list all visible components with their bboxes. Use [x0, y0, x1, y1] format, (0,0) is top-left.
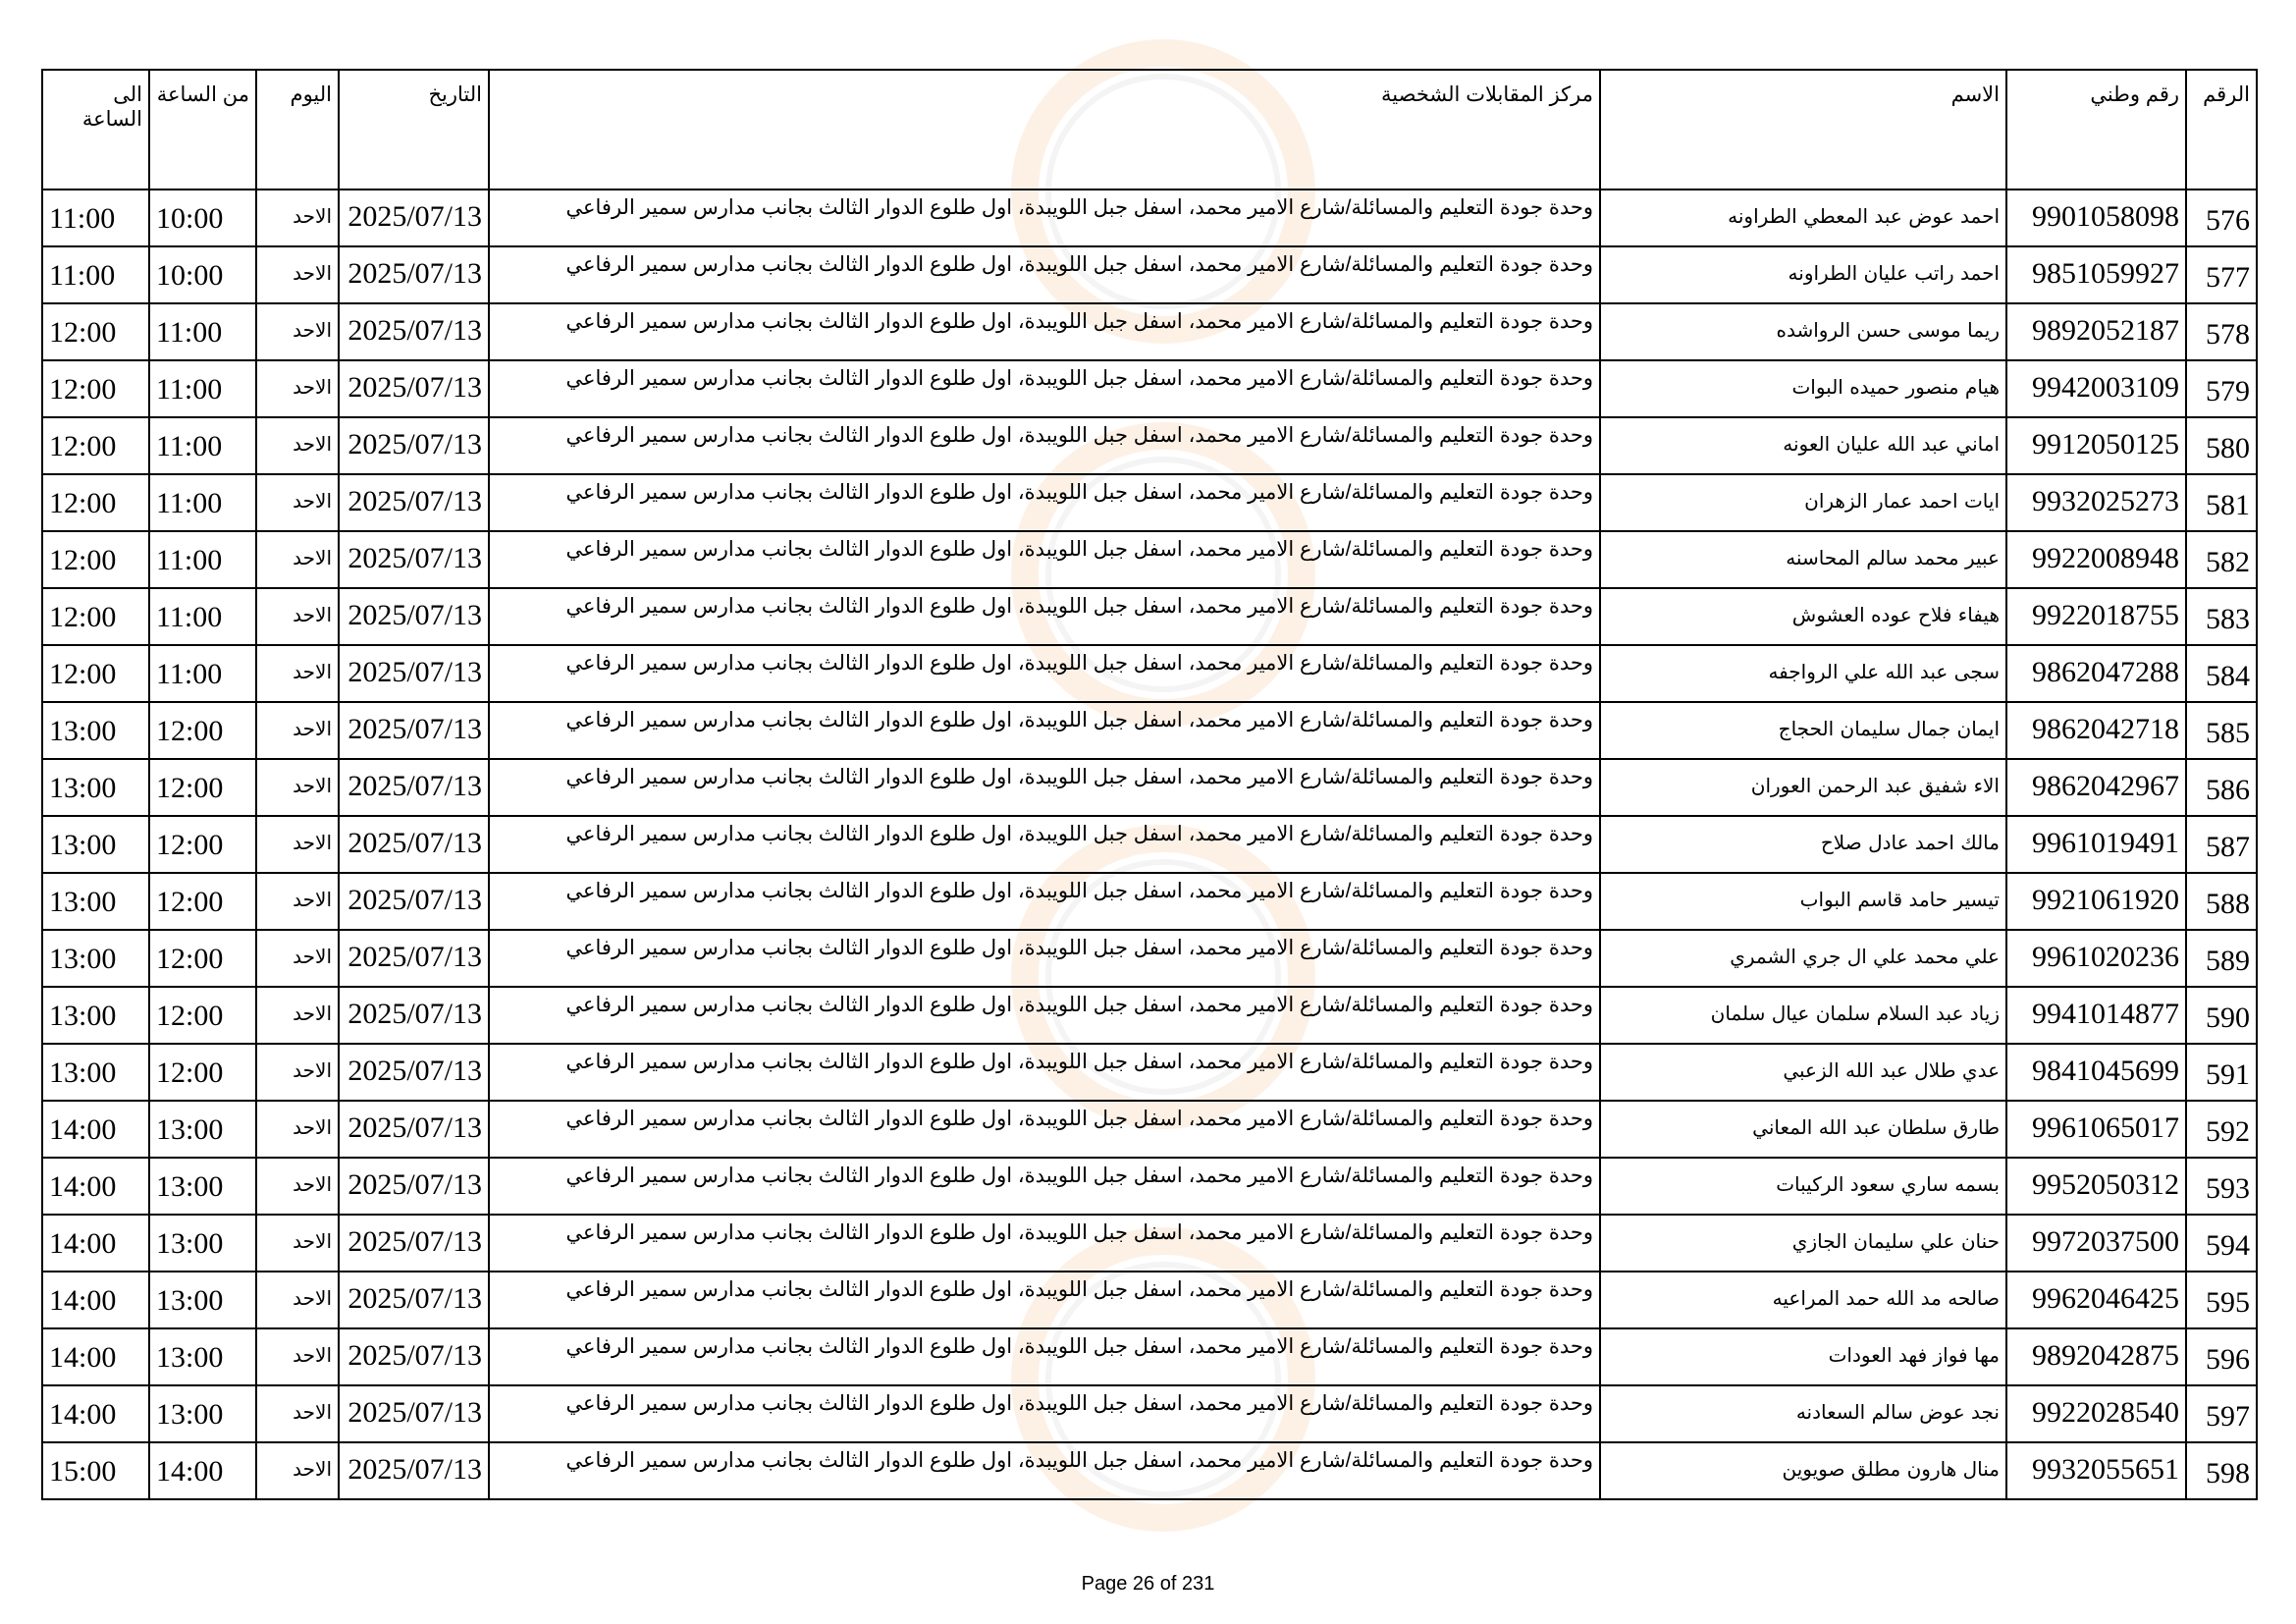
interview-day-cell: الاحد [256, 303, 339, 360]
national-id-cell: 9932025273 [2006, 474, 2186, 531]
time-to-cell: 12:00 [42, 588, 149, 645]
applicant-name-cell: طارق سلطان عبد الله المعاني [1600, 1101, 2006, 1158]
table-row [42, 360, 2257, 417]
table-row [42, 873, 2257, 930]
national-id-cell: 9862042718 [2006, 702, 2186, 759]
time-to-cell: 12:00 [42, 417, 149, 474]
table-row [42, 759, 2257, 816]
table-row [42, 303, 2257, 360]
interview-date-cell: 2025/07/13 [339, 987, 489, 1044]
row-index-cell: 596 [2186, 1328, 2257, 1385]
interview-date-cell: 2025/07/13 [339, 1044, 489, 1101]
table-row [42, 1385, 2257, 1442]
applicant-name-cell: ايات احمد عمار الزهران [1600, 474, 2006, 531]
interview-date-cell: 2025/07/13 [339, 531, 489, 588]
applicant-name-cell: هيفاء فلاح عوده العشوش [1600, 588, 2006, 645]
interview-schedule-table [41, 69, 2258, 1500]
interview-day-cell: الاحد [256, 588, 339, 645]
row-index-cell: 598 [2186, 1442, 2257, 1499]
interview-day-cell: الاحد [256, 474, 339, 531]
table-row [42, 417, 2257, 474]
interview-center-cell: وحدة جودة التعليم والمسائلة/شارع الامير محمد، اسفل جبل اللويبدة، اول طلوع الدوار الثالث بجانب مدارس سمير الرفاعي [489, 360, 1600, 417]
applicant-name-cell: احمد عوض عبد المعطي الطراونه [1600, 189, 2006, 246]
interview-date-cell: 2025/07/13 [339, 645, 489, 702]
national-id-cell: 9941014877 [2006, 987, 2186, 1044]
table-row [42, 1328, 2257, 1385]
applicant-name-cell: بسمه ساري سعود الركيبات [1600, 1158, 2006, 1215]
row-index-cell: 580 [2186, 417, 2257, 474]
interview-date-cell: 2025/07/13 [339, 1215, 489, 1272]
row-index-cell: 588 [2186, 873, 2257, 930]
interview-day-cell: الاحد [256, 1385, 339, 1442]
time-to-cell: 13:00 [42, 873, 149, 930]
interview-date-cell: 2025/07/13 [339, 1158, 489, 1215]
national-id-cell: 9952050312 [2006, 1158, 2186, 1215]
row-index-cell: 590 [2186, 987, 2257, 1044]
time-to-cell: 14:00 [42, 1328, 149, 1385]
interview-center-cell: وحدة جودة التعليم والمسائلة/شارع الامير محمد، اسفل جبل اللويبدة، اول طلوع الدوار الثالث بجانب مدارس سمير الرفاعي [489, 1442, 1600, 1499]
time-to-cell: 15:00 [42, 1442, 149, 1499]
row-index-cell: 576 [2186, 189, 2257, 246]
interview-center-cell: وحدة جودة التعليم والمسائلة/شارع الامير محمد، اسفل جبل اللويبدة، اول طلوع الدوار الثالث بجانب مدارس سمير الرفاعي [489, 1101, 1600, 1158]
table-row [42, 645, 2257, 702]
interview-center-cell: وحدة جودة التعليم والمسائلة/شارع الامير محمد، اسفل جبل اللويبدة، اول طلوع الدوار الثالث بجانب مدارس سمير الرفاعي [489, 1158, 1600, 1215]
interview-day-cell: الاحد [256, 873, 339, 930]
interview-day-cell: الاحد [256, 1044, 339, 1101]
interview-center-cell: وحدة جودة التعليم والمسائلة/شارع الامير محمد، اسفل جبل اللويبدة، اول طلوع الدوار الثالث بجانب مدارس سمير الرفاعي [489, 303, 1600, 360]
interview-center-cell: وحدة جودة التعليم والمسائلة/شارع الامير محمد، اسفل جبل اللويبدة، اول طلوع الدوار الثالث بجانب مدارس سمير الرفاعي [489, 987, 1600, 1044]
time-to-cell: 11:00 [42, 189, 149, 246]
interview-date-cell: 2025/07/13 [339, 417, 489, 474]
interview-date-cell: 2025/07/13 [339, 588, 489, 645]
interview-center-cell: وحدة جودة التعليم والمسائلة/شارع الامير محمد، اسفل جبل اللويبدة، اول طلوع الدوار الثالث بجانب مدارس سمير الرفاعي [489, 417, 1600, 474]
interview-day-cell: الاحد [256, 1328, 339, 1385]
national-id-cell: 9922018755 [2006, 588, 2186, 645]
time-from-cell: 11:00 [149, 417, 256, 474]
national-id-cell: 9862047288 [2006, 645, 2186, 702]
interview-center-cell: وحدة جودة التعليم والمسائلة/شارع الامير محمد، اسفل جبل اللويبدة، اول طلوع الدوار الثالث بجانب مدارس سمير الرفاعي [489, 588, 1600, 645]
interview-center-cell: وحدة جودة التعليم والمسائلة/شارع الامير محمد، اسفل جبل اللويبدة، اول طلوع الدوار الثالث بجانب مدارس سمير الرفاعي [489, 246, 1600, 303]
row-index-cell: 579 [2186, 360, 2257, 417]
national-id-cell: 9851059927 [2006, 246, 2186, 303]
interview-date-cell: 2025/07/13 [339, 702, 489, 759]
time-to-cell: 12:00 [42, 360, 149, 417]
time-from-cell: 11:00 [149, 588, 256, 645]
interview-date-cell: 2025/07/13 [339, 189, 489, 246]
row-index-cell: 592 [2186, 1101, 2257, 1158]
national-id-cell: 9922028540 [2006, 1385, 2186, 1442]
time-from-cell: 12:00 [149, 759, 256, 816]
time-to-cell: 13:00 [42, 987, 149, 1044]
interview-center-cell: وحدة جودة التعليم والمسائلة/شارع الامير محمد، اسفل جبل اللويبدة، اول طلوع الدوار الثالث بجانب مدارس سمير الرفاعي [489, 873, 1600, 930]
interview-day-cell: الاحد [256, 1158, 339, 1215]
table-row [42, 189, 2257, 246]
applicant-name-cell: مها فواز فهد العودات [1600, 1328, 2006, 1385]
interview-date-cell: 2025/07/13 [339, 246, 489, 303]
time-from-cell: 11:00 [149, 303, 256, 360]
applicant-name-cell: الاء شفيق عبد الرحمن العوران [1600, 759, 2006, 816]
time-from-cell: 12:00 [149, 873, 256, 930]
applicant-name-cell: مالك احمد عادل صلاح [1600, 816, 2006, 873]
interview-day-cell: الاحد [256, 531, 339, 588]
row-index-cell: 597 [2186, 1385, 2257, 1442]
row-index-cell: 593 [2186, 1158, 2257, 1215]
time-to-cell: 12:00 [42, 531, 149, 588]
applicant-name-cell: نجد عوض سالم السعادنه [1600, 1385, 2006, 1442]
applicant-name-cell: عبير محمد سالم المحاسنه [1600, 531, 2006, 588]
interview-day-cell: الاحد [256, 189, 339, 246]
header-row [42, 70, 2257, 189]
applicant-name-cell: تيسير حامد قاسم البواب [1600, 873, 2006, 930]
interview-center-cell: وحدة جودة التعليم والمسائلة/شارع الامير محمد، اسفل جبل اللويبدة، اول طلوع الدوار الثالث بجانب مدارس سمير الرفاعي [489, 1385, 1600, 1442]
time-to-cell: 12:00 [42, 645, 149, 702]
header-day: اليوم [256, 70, 339, 189]
row-index-cell: 589 [2186, 930, 2257, 987]
time-to-cell: 13:00 [42, 930, 149, 987]
time-to-cell: 14:00 [42, 1158, 149, 1215]
header-national-id: رقم وطني [2006, 70, 2186, 189]
time-from-cell: 11:00 [149, 531, 256, 588]
applicant-name-cell: زياد عبد السلام سلمان عيال سلمان [1600, 987, 2006, 1044]
time-to-cell: 14:00 [42, 1101, 149, 1158]
interview-center-cell: وحدة جودة التعليم والمسائلة/شارع الامير محمد، اسفل جبل اللويبدة، اول طلوع الدوار الثالث بجانب مدارس سمير الرفاعي [489, 531, 1600, 588]
national-id-cell: 9862042967 [2006, 759, 2186, 816]
national-id-cell: 9921061920 [2006, 873, 2186, 930]
row-index-cell: 577 [2186, 246, 2257, 303]
interview-center-cell: وحدة جودة التعليم والمسائلة/شارع الامير محمد، اسفل جبل اللويبدة، اول طلوع الدوار الثالث بجانب مدارس سمير الرفاعي [489, 930, 1600, 987]
time-to-cell: 13:00 [42, 702, 149, 759]
interview-center-cell: وحدة جودة التعليم والمسائلة/شارع الامير محمد، اسفل جبل اللويبدة، اول طلوع الدوار الثالث بجانب مدارس سمير الرفاعي [489, 759, 1600, 816]
interview-date-cell: 2025/07/13 [339, 1328, 489, 1385]
table-row [42, 1215, 2257, 1272]
time-to-cell: 13:00 [42, 1044, 149, 1101]
table-row [42, 531, 2257, 588]
header-index: الرقم [2186, 70, 2257, 189]
applicant-name-cell: سجى عبد الله علي الرواجفه [1600, 645, 2006, 702]
time-from-cell: 12:00 [149, 930, 256, 987]
row-index-cell: 594 [2186, 1215, 2257, 1272]
time-from-cell: 13:00 [149, 1385, 256, 1442]
interview-center-cell: وحدة جودة التعليم والمسائلة/شارع الامير محمد، اسفل جبل اللويبدة، اول طلوع الدوار الثالث بجانب مدارس سمير الرفاعي [489, 645, 1600, 702]
table-row [42, 246, 2257, 303]
time-from-cell: 11:00 [149, 360, 256, 417]
interview-date-cell: 2025/07/13 [339, 303, 489, 360]
applicant-name-cell: صالحه مد الله حمد المراعيه [1600, 1272, 2006, 1328]
applicant-name-cell: ريما موسى حسن الرواشده [1600, 303, 2006, 360]
interview-date-cell: 2025/07/13 [339, 1385, 489, 1442]
applicant-name-cell: ايمان جمال سليمان الحجاج [1600, 702, 2006, 759]
row-index-cell: 582 [2186, 531, 2257, 588]
time-from-cell: 11:00 [149, 645, 256, 702]
applicant-name-cell: حنان علي سليمان الجازي [1600, 1215, 2006, 1272]
time-from-cell: 14:00 [149, 1442, 256, 1499]
interview-center-cell: وحدة جودة التعليم والمسائلة/شارع الامير محمد، اسفل جبل اللويبدة، اول طلوع الدوار الثالث بجانب مدارس سمير الرفاعي [489, 702, 1600, 759]
time-to-cell: 12:00 [42, 303, 149, 360]
interview-day-cell: الاحد [256, 759, 339, 816]
interview-day-cell: الاحد [256, 1442, 339, 1499]
page-number: Page 26 of 231 [1081, 1573, 1215, 1595]
row-index-cell: 586 [2186, 759, 2257, 816]
applicant-name-cell: اماني عبد الله عليان العونه [1600, 417, 2006, 474]
header-date: التاريخ [339, 70, 489, 189]
time-from-cell: 12:00 [149, 702, 256, 759]
interview-date-cell: 2025/07/13 [339, 360, 489, 417]
interview-day-cell: الاحد [256, 645, 339, 702]
time-from-cell: 13:00 [149, 1158, 256, 1215]
table-row [42, 702, 2257, 759]
applicant-name-cell: هيام منصور حميده البوات [1600, 360, 2006, 417]
national-id-cell: 9901058098 [2006, 189, 2186, 246]
header-name: الاسم [1600, 70, 2006, 189]
interview-date-cell: 2025/07/13 [339, 1272, 489, 1328]
national-id-cell: 9892052187 [2006, 303, 2186, 360]
national-id-cell: 9962046425 [2006, 1272, 2186, 1328]
interview-center-cell: وحدة جودة التعليم والمسائلة/شارع الامير محمد، اسفل جبل اللويبدة، اول طلوع الدوار الثالث بجانب مدارس سمير الرفاعي [489, 1328, 1600, 1385]
interview-date-cell: 2025/07/13 [339, 759, 489, 816]
interview-date-cell: 2025/07/13 [339, 1442, 489, 1499]
time-to-cell: 13:00 [42, 759, 149, 816]
interview-day-cell: الاحد [256, 987, 339, 1044]
interview-day-cell: الاحد [256, 246, 339, 303]
row-index-cell: 595 [2186, 1272, 2257, 1328]
row-index-cell: 578 [2186, 303, 2257, 360]
header-center: مركز المقابلات الشخصية [489, 70, 1600, 189]
time-from-cell: 13:00 [149, 1101, 256, 1158]
time-from-cell: 12:00 [149, 816, 256, 873]
interview-day-cell: الاحد [256, 702, 339, 759]
time-to-cell: 11:00 [42, 246, 149, 303]
table-row [42, 1158, 2257, 1215]
time-to-cell: 14:00 [42, 1215, 149, 1272]
applicant-name-cell: علي محمد علي ال جري الشمري [1600, 930, 2006, 987]
interview-center-cell: وحدة جودة التعليم والمسائلة/شارع الامير محمد، اسفل جبل اللويبدة، اول طلوع الدوار الثالث بجانب مدارس سمير الرفاعي [489, 816, 1600, 873]
table-body [42, 189, 2257, 1499]
interview-day-cell: الاحد [256, 360, 339, 417]
row-index-cell: 581 [2186, 474, 2257, 531]
time-from-cell: 12:00 [149, 987, 256, 1044]
interview-center-cell: وحدة جودة التعليم والمسائلة/شارع الامير محمد، اسفل جبل اللويبدة، اول طلوع الدوار الثالث بجانب مدارس سمير الرفاعي [489, 1272, 1600, 1328]
interview-date-cell: 2025/07/13 [339, 930, 489, 987]
table-row [42, 1272, 2257, 1328]
interview-center-cell: وحدة جودة التعليم والمسائلة/شارع الامير محمد، اسفل جبل اللويبدة، اول طلوع الدوار الثالث بجانب مدارس سمير الرفاعي [489, 1044, 1600, 1101]
interview-date-cell: 2025/07/13 [339, 873, 489, 930]
time-from-cell: 10:00 [149, 246, 256, 303]
time-from-cell: 11:00 [149, 474, 256, 531]
national-id-cell: 9922008948 [2006, 531, 2186, 588]
header-to: الى الساعة [42, 70, 149, 189]
applicant-name-cell: احمد راتب عليان الطراونه [1600, 246, 2006, 303]
table-row [42, 474, 2257, 531]
interview-day-cell: الاحد [256, 417, 339, 474]
time-from-cell: 13:00 [149, 1215, 256, 1272]
table-row [42, 816, 2257, 873]
applicant-name-cell: منال هارون مطلق صويوين [1600, 1442, 2006, 1499]
time-to-cell: 13:00 [42, 816, 149, 873]
interview-center-cell: وحدة جودة التعليم والمسائلة/شارع الامير محمد، اسفل جبل اللويبدة، اول طلوع الدوار الثالث بجانب مدارس سمير الرفاعي [489, 474, 1600, 531]
national-id-cell: 9961019491 [2006, 816, 2186, 873]
table-row [42, 987, 2257, 1044]
header-from: من الساعة [149, 70, 256, 189]
time-from-cell: 12:00 [149, 1044, 256, 1101]
row-index-cell: 583 [2186, 588, 2257, 645]
national-id-cell: 9972037500 [2006, 1215, 2186, 1272]
national-id-cell: 9912050125 [2006, 417, 2186, 474]
interview-center-cell: وحدة جودة التعليم والمسائلة/شارع الامير محمد، اسفل جبل اللويبدة، اول طلوع الدوار الثالث بجانب مدارس سمير الرفاعي [489, 1215, 1600, 1272]
time-to-cell: 14:00 [42, 1272, 149, 1328]
row-index-cell: 585 [2186, 702, 2257, 759]
interview-date-cell: 2025/07/13 [339, 1101, 489, 1158]
table-row [42, 588, 2257, 645]
table-row [42, 1044, 2257, 1101]
time-from-cell: 10:00 [149, 189, 256, 246]
national-id-cell: 9961065017 [2006, 1101, 2186, 1158]
interview-day-cell: الاحد [256, 930, 339, 987]
interview-day-cell: الاحد [256, 1101, 339, 1158]
national-id-cell: 9932055651 [2006, 1442, 2186, 1499]
national-id-cell: 9961020236 [2006, 930, 2186, 987]
table-row [42, 1442, 2257, 1499]
row-index-cell: 584 [2186, 645, 2257, 702]
national-id-cell: 9841045699 [2006, 1044, 2186, 1101]
interview-date-cell: 2025/07/13 [339, 474, 489, 531]
national-id-cell: 9942003109 [2006, 360, 2186, 417]
interview-day-cell: الاحد [256, 1272, 339, 1328]
interview-center-cell: وحدة جودة التعليم والمسائلة/شارع الامير محمد، اسفل جبل اللويبدة، اول طلوع الدوار الثالث بجانب مدارس سمير الرفاعي [489, 189, 1600, 246]
applicant-name-cell: عدي طلال عبد الله الزعبي [1600, 1044, 2006, 1101]
interview-day-cell: الاحد [256, 816, 339, 873]
interview-date-cell: 2025/07/13 [339, 816, 489, 873]
table-row [42, 930, 2257, 987]
time-to-cell: 14:00 [42, 1385, 149, 1442]
row-index-cell: 587 [2186, 816, 2257, 873]
national-id-cell: 9892042875 [2006, 1328, 2186, 1385]
time-to-cell: 12:00 [42, 474, 149, 531]
time-from-cell: 13:00 [149, 1328, 256, 1385]
interview-day-cell: الاحد [256, 1215, 339, 1272]
row-index-cell: 591 [2186, 1044, 2257, 1101]
table-row [42, 1101, 2257, 1158]
time-from-cell: 13:00 [149, 1272, 256, 1328]
